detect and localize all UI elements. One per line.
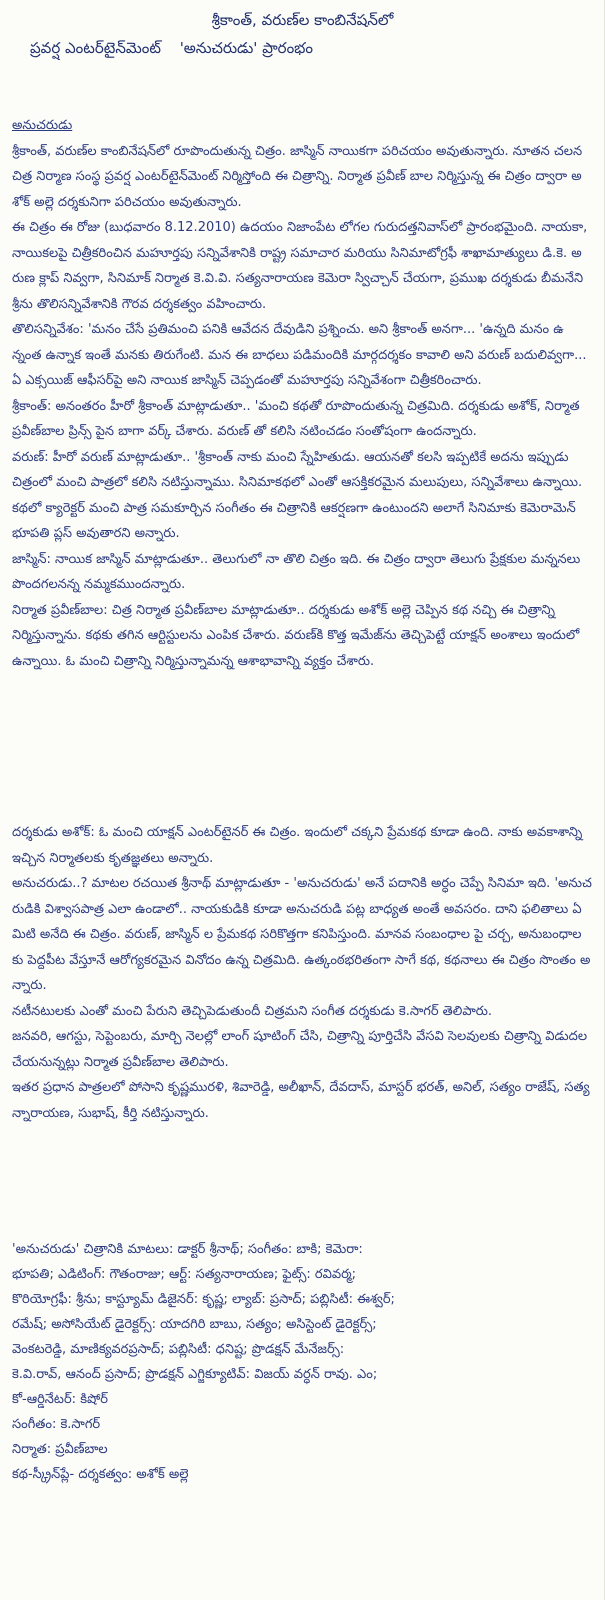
paragraph: ఇతర ప్రధాన పాత్రలలో పోసాని కృష్ణమురళి, శివారెడ్డి, అలీఖాన్, దేవదాస్, మాస్టర్ భరత్, అనిల్, సత్యం రాజేష్, సత్యన్నారాయణ, సుభాష్, కీర్తి నటిస్తున్నారు. (12, 1080, 590, 1121)
credit-line: కొరియోగ్రఫీ: శ్రీను; కాస్ట్యూమ్ డిజైనర్: కృష్ణ; ల్యాబ్: ప్రసాద్; పబ్లిసిటీ: ఈశ్వర్; (12, 1292, 395, 1307)
paragraph: నటీనటులకు ఎంతో మంచి పేరుని తెచ్చిపెడుతుందీ చిత్రమని సంగీత దర్శకుడు కె.సాగర్ తెలిపారు. (12, 1003, 493, 1019)
credit-producer: నిర్మాత: ప్రవీణ్‌బాల (12, 1442, 108, 1457)
headline-film-title: 'అనుచరుడు' (179, 39, 258, 57)
paragraph: అనుచరుడు..? మాటల రచయిత శ్రీనాథ్ మాట్లాడుతూ - 'అనుచరుడు' అనే పదానికి అర్ధం చెప్పే సినిమా ఇది. 'అనుచరుడికి విశ్వాసపాత్ర ఎలా ఉండాలో.. నాయకుడికి కూడా అనుచరుడి పట్ల బాధ్యత అంతే అవసరం. దాని ఫలితాలు ఏమిటి అనేది ఈ చిత్రం. వరుణ్, జాస్మిన్ ల ప్రేమకథ సరికొత్తగా కనిపిస్తుంది. మానవ సంబంధాల పై చర్చ, అనుబంధాలకు పెద్దపీట వేస్తూనే ఆరోగ్యకరమైన వినోదం ఉన్న చిత్రమిది. ఉత్కంఠభరితంగా సాగే కథ, కథనాలు ఈ చిత్రం సొంతం అన్నారు. (12, 876, 592, 993)
paragraph: ఈ చిత్రం ఈ రోజు (బుధవారం 8.12.2010) ఉదయం నిజాంపేట లోగల గురుదత్తనివాస్‌లో ప్రారంభమైంది. నాయకా,నాయికలపై చిత్రీకరించిన మహూర్తపు సన్నివేశానికి రాష్ట్ర సమాచార మరియు సినిమాటోగ్రఫీ శాఖామాత్యులు డి.కె. అరుణ క్లాప్ నివ్వగా, సినిమాక్ నిర్మాత కె.వి.వి. సత్యనారాయణ కెమెరా స్విచ్చాన్ చేయగా, ప్రముఖ దర్శకుడు బీమనేని శ్రీను తొలిసన్నివేశానికి గౌరవ దర్శకత్వం వహించారు. (12, 220, 588, 312)
paragraph: జనవరి, ఆగస్టు, సెప్టెంబరు, మార్చి నెలల్లో లాంగ్ షూటింగ్ చేసి, చిత్రాన్ని పూర్తిచేసి వేసవి సెలవులకు చిత్రాన్ని విడుదల చేయనున్నట్లు నిర్మాత ప్రవీణ్‌బాల తెలిపారు. (12, 1029, 588, 1070)
article-body-continued (12, 820, 592, 1126)
paragraph: శ్రీకాంత్: అనంతరం హీరో శ్రీకాంత్ మాట్లాడుతూ.. 'మంచి కథతో రూపొందుతున్న చిత్రమిది. దర్శకుడు అశోక్, నిర్మాత ప్రవీణ్‌బాల ప్రిన్స్ పైన బాగా వర్క్ చేశారు. వరుణ్ తో కలిసి నటించడం సంతోషంగా ఉందన్నారు. (12, 398, 580, 439)
credit-line: 'అనుచరుడు' చిత్రానికి మాటలు: డాక్టర్ శ్రీనాథ్; సంగీతం: బాకి; కెమెరా: (12, 1242, 363, 1257)
headline-line-2 (0, 34, 605, 62)
paragraph: తొలిసన్నివేశం: 'మనం చేసే ప్రతిమంచి పనికి ఆవేదన దేవుడిని ప్రశ్నించు. అని శ్రీకాంత్ అనగా... 'ఉన్నది మనం ఉన్నంత ఉన్నాక ఇంతే మనకు తిరుగేంటి. మన ఈ బాధలు పడిమందికి మార్గదర్శకం కావాలి అని వరుణ్ బదులివ్వగా... ఏ ఎక్సయిజ్ ఆఫీసర్‌పై అని నాయిక జాస్మిన్ చెప్పడంతో మహూర్తపు సన్నివేశంగా చిత్రీకరించారు. (12, 322, 587, 388)
credit-line: భూపతి; ఎడిటింగ్: గౌతంరాజు; ఆర్ట్: సత్యనారాయణ; ఫైట్స్: రవివర్మ; (12, 1267, 357, 1282)
credit-music: సంగీతం: కె.సాగర్ (12, 1417, 101, 1432)
credits-block (12, 1238, 592, 1488)
credit-line: వెంకటరెడ్డి, మాణిక్యవరప్రసాద్; పబ్లిసిటీ: ధనిష్ట; ప్రొడక్షన్ మేనేజర్స్: (12, 1342, 345, 1357)
headline-line-1: శ్రీకాంత్, వరుణ్‌ల కాంబినేషన్‌లో (211, 11, 394, 29)
paragraph: నిర్మాత ప్రవీణ్‌బాల: చిత్ర నిర్మాత ప్రవీణ్‌బాల మాట్లాడుతూ.. దర్శకుడు అశోక్ అల్లె చెప్పిన కథ నచ్చి ఈ చిత్రాన్ని నిర్మిస్తున్నాను. కథకు తగిన ఆర్టిస్టులను ఎంపిక చేశారు. వరుణ్‌కి కొత్త ఇమేజ్‌ను తెచ్చిపెట్టే యాక్షన్ అంశాలు ఇందులో ఉన్నాయి. ఓ మంచి చిత్రాన్ని నిర్మిస్తున్నామన్న ఆశాభావాన్ని వ్యక్తం చేశారు. (12, 602, 580, 669)
article-body (12, 113, 592, 674)
credit-line: రమేష్; అసోసియేట్ డైరెక్టర్స్: యాదగిరి బాబు, సత్యం; అసిస్టెంట్ డైరెక్టర్స్; (12, 1317, 377, 1332)
article-heading: అనుచరుడు (12, 118, 73, 133)
paragraph: వరుణ్: హీరో వరుణ్ మాట్లాడుతూ.. 'శ్రీకాంత్ నాకు మంచి స్నేహితుడు. ఆయనతో కలసి ఇప్పటికే అదను ఇప్పుడు చిత్రంలో మంచి పాత్రలో కలిసి నటిస్తున్నాము. సినిమాకథలో ఎంతో ఆసక్తికరమైన మలుపులు, సన్నివేశాలు ఉన్నాయి. కథలో క్యారెక్టర్ మంచి పాత్ర సమకూర్చిన సంగీతం ఈ చిత్రానికి ఆకర్షణగా ఉంటుందని అలాగే సినిమాకు కెమెరామెన్ భూపతి ప్లస్ అవుతారని అన్నారు. (12, 449, 583, 541)
headline-company: ప్రవర్ష ఎంటర్‌టైన్‌మెంట్ (30, 39, 161, 57)
paragraph: శ్రీకాంత్, వరుణ్‌ల కాంబినేషన్‌లో రూపొందుతున్న చిత్రం. జాస్మిన్ నాయికగా పరిచయం అవుతున్నారు. నూతన చలన చిత్ర నిర్మాణ సంస్థ ప్రవర్ష ఎంటర్‌టైన్‌మెంట్ నిర్మిస్తోంది ఈ చిత్రాన్ని. నిర్మాత ప్రవీణ్ బాల నిర్మిస్తున్న ఈ చిత్రం ద్వారా అశోక్ అల్లె దర్శకునిగా పరిచయం అవుతున్నారు. (12, 143, 583, 210)
credit-line: కె.వి.రావ్, ఆనంద్ ప్రసాద్; ప్రొడక్షన్ ఎగ్జిక్యూటివ్: విజయ్ వర్ధన్ రావు. ఎం; (12, 1367, 378, 1382)
headline (0, 6, 605, 62)
credit-line: కో-ఆర్డినేటర్: కిషోర్ (12, 1392, 108, 1407)
paragraph: జాస్మిన్: నాయిక జాస్మిన్ మాట్లాడుతూ.. తెలుగులో నా తొలి చిత్రం ఇది. ఈ చిత్రం ద్వారా తెలుగు ప్రేక్షకుల మన్ననలు పొందగలనన్న నమ్మకముందన్నారు. (12, 551, 581, 592)
headline-launch: ప్రారంభం (262, 39, 314, 57)
paragraph: దర్శకుడు అశోక్: ఓ మంచి యాక్షన్ ఎంటర్‌టైనర్ ఈ చిత్రం. ఇందులో చక్కని ప్రేమకథ కూడా ఉంది. నాకు అవకాశాన్ని ఇచ్చిన నిర్మాతలకు కృతజ్ఞతలు అన్నారు. (12, 825, 583, 866)
credit-director: కథ-స్క్రీన్‌ప్లే- దర్శకత్వం: అశోక్ అల్లె (12, 1467, 189, 1482)
